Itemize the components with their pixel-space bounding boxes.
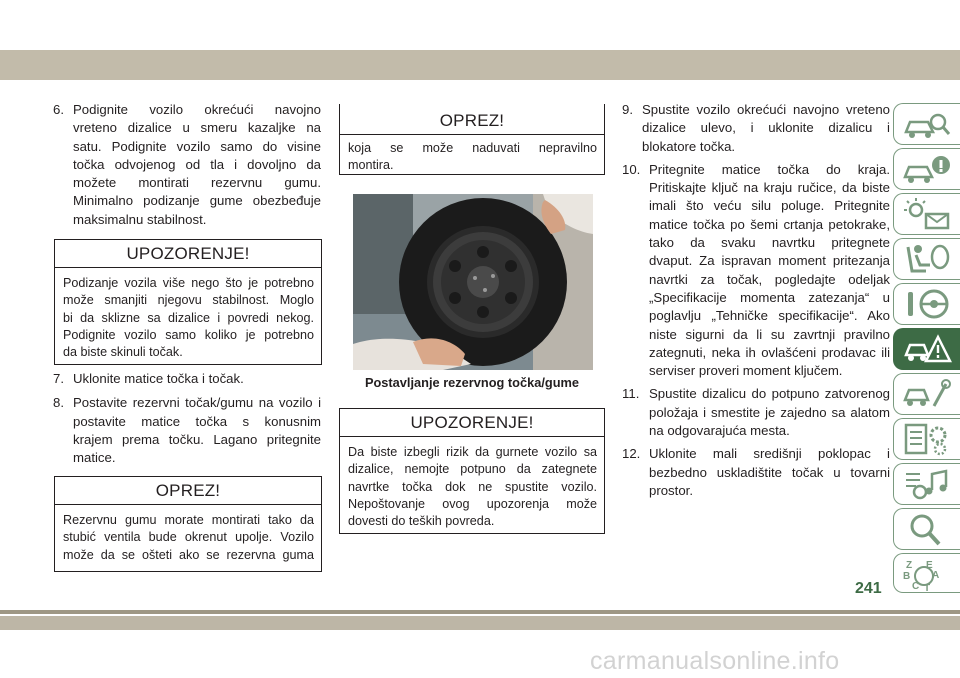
text-line: matice. [73, 450, 116, 466]
text-line: dovesti do teških povreda. [348, 514, 495, 529]
step-number: 11. [622, 386, 640, 402]
warning-box-2 [339, 408, 605, 534]
caution-box-2 [339, 104, 605, 175]
tab-steering-wheel[interactable] [893, 283, 960, 325]
svg-text:C: C [912, 581, 920, 592]
steps-7-8 [53, 370, 321, 467]
text-line: Podignite vozilo okrećući navojno [73, 102, 321, 117]
text-line: satu. Podignite vozilo samo do visine [73, 138, 321, 154]
step-number: 8. [53, 395, 64, 411]
text-line: Minimalno podizanje gume obezbeđuje [73, 193, 321, 209]
tab-search-index[interactable] [893, 508, 960, 550]
text-line: niste sigurni da li su zavrtnji pravilno [649, 326, 890, 342]
text-line: „Specifikacije momenta zatezanja“ u [649, 289, 890, 305]
tab-specifications[interactable] [893, 418, 960, 460]
caution-title: OPREZ! [55, 477, 321, 505]
step-6 [53, 101, 321, 229]
column-left [53, 101, 321, 229]
tab-multimedia[interactable] [893, 463, 960, 505]
tire-illustration [353, 194, 593, 370]
text-line: Postavite rezervni točak/gumu na vozilo i [73, 395, 321, 411]
text-line: postavite matice točka s konusnim [73, 413, 321, 429]
text-line: imali što veću silu poluge. Pritegnite [649, 198, 890, 214]
text-line: bezbedno uskladištite točak u tovarni [649, 464, 890, 480]
text-line: vreteno dizalice u smeru kazaljke na [73, 120, 321, 136]
text-line: tako da svaku navrtku pritegnete [649, 235, 890, 251]
step-7 [53, 370, 321, 388]
page-number: 241 [855, 580, 882, 597]
text-line: dizalice ulevo, i uklonite dizalicu i [642, 120, 890, 136]
photo-caption: Postavljanje rezervnog točka/gume [364, 375, 580, 390]
text-line: maksimalnu stabilnost. [73, 211, 207, 227]
text-line: Uklonite matice točka i točak. [73, 371, 244, 386]
step-9 [622, 101, 890, 156]
car-info-icon [902, 153, 952, 187]
warning-body [55, 268, 321, 369]
text-line: krajem prema točku. Lagano pritegnite [73, 431, 321, 447]
text-line: montira. [348, 158, 394, 173]
text-line: serviser proveri moment ključem. [649, 363, 843, 379]
step-12 [622, 445, 890, 500]
text-line: stubić ventila bude okrenut upolje. Vozilo [63, 530, 314, 545]
emergency-icon [902, 333, 952, 367]
svg-text:T: T [924, 583, 931, 592]
text-line: Spustite vozilo okrećući navojno vreteno [642, 102, 890, 117]
text-line: na odgovarajuća mesta. [649, 423, 790, 439]
step-number: 12. [622, 446, 641, 462]
steering-wheel-icon [902, 288, 952, 322]
text-line: Pritiskajte ključ na kraju ručice, da biste [649, 180, 890, 196]
step-number: 10. [622, 161, 641, 177]
text-line: Rezervnu gumu morate montirati tako da [63, 513, 314, 527]
text-line: Spustite dizalicu do potpuno zatvorenog [649, 386, 890, 402]
airbag-seat-icon [902, 243, 952, 277]
warning-body [340, 437, 604, 538]
step-number: 9. [622, 102, 633, 117]
tab-maintenance[interactable] [893, 373, 960, 415]
text-line: matice točka po šemi crtanja petokrake, [649, 216, 890, 232]
svg-text:B: B [903, 571, 911, 582]
top-band [0, 50, 960, 80]
column-right [622, 101, 890, 500]
alphabet-index-icon [902, 558, 952, 592]
text-line: Da biste izbegli rizik da gurnete vozilo sa [348, 445, 597, 459]
warning-title: UPOZORENJE! [55, 240, 321, 268]
step-number: 6. [53, 102, 64, 117]
text-line: koja se može naduvati nepravilno [348, 141, 597, 155]
car-search-icon [902, 108, 952, 142]
svg-text:E: E [926, 560, 933, 571]
step-11 [622, 385, 890, 440]
text-line: navrtki za točak, pogledajte odeljak [649, 271, 890, 287]
maintenance-icon [902, 378, 952, 412]
caution-body [55, 505, 321, 572]
text-line: dizalice, nemojte potpuno da zategnete [348, 462, 597, 477]
search-index-icon [902, 513, 952, 547]
text-line: može smanjiti njegovu stabilnost. Moglo [63, 293, 314, 308]
specifications-icon [902, 423, 952, 457]
step-10 [622, 161, 890, 381]
text-line: prostor. [649, 482, 693, 498]
tab-alphabet-index[interactable] [893, 553, 960, 593]
step-number: 7. [53, 371, 64, 386]
caution-body [340, 135, 604, 183]
warning-box-1 [54, 239, 322, 365]
svg-text:A: A [932, 570, 940, 581]
tab-warning-lights[interactable] [893, 193, 960, 235]
caution-title: OPREZ! [340, 104, 604, 135]
svg-text:Z: Z [906, 560, 913, 571]
text-line: bi da sklizne sa dizalice i povredi nekog. [63, 310, 314, 325]
text-line: Podizanje vozila više nego što je potrebno [63, 276, 314, 290]
tab-car-search[interactable] [893, 103, 960, 145]
tab-airbag-seat[interactable] [893, 238, 960, 280]
watermark: carmanualsonline.info [590, 647, 840, 675]
text-line: Uklonite mali središnji poklopac i [649, 446, 890, 462]
text-line: navrtke točka dok ne spustite vozilo. [348, 479, 597, 494]
text-line: zategnuti, neka ih ovlašćeni prodavac ili [649, 344, 890, 360]
step-8 [53, 394, 321, 467]
caution-box-1 [54, 476, 322, 572]
text-line: Pritegnite matice točka do kraja. [649, 161, 890, 177]
warning-lights-icon [902, 198, 952, 232]
bottom-band [0, 616, 960, 630]
tab-emergency[interactable] [893, 328, 960, 370]
text-line: da biste skinuli točak. [63, 345, 183, 360]
text-line: položaja i smestite je zajedno sa alatom [649, 404, 890, 420]
tire-mounting-photo [353, 194, 593, 370]
text-line: dvaput. Za ispravan moment pritezanja [649, 253, 890, 269]
text-line: možete montirati rezervnu gumu. [73, 175, 321, 191]
text-line: točka odvojenog od tla i dovoljno da [73, 156, 321, 172]
text-line: poglavlju „Tehničke specifikacije“. Ako [649, 308, 890, 324]
text-line: može da se ošteti ako se rezervna guma [63, 547, 314, 562]
multimedia-icon [902, 468, 952, 502]
warning-title: UPOZORENJE! [340, 409, 604, 437]
text-line: blokatore točka. [642, 138, 736, 154]
bottom-rule [0, 610, 960, 614]
text-line: Nepoštovanje ovog upozorenja može [348, 496, 597, 511]
tab-car-info[interactable] [893, 148, 960, 190]
text-line: Podignite vozilo samo koliko je potrebno [63, 327, 314, 342]
